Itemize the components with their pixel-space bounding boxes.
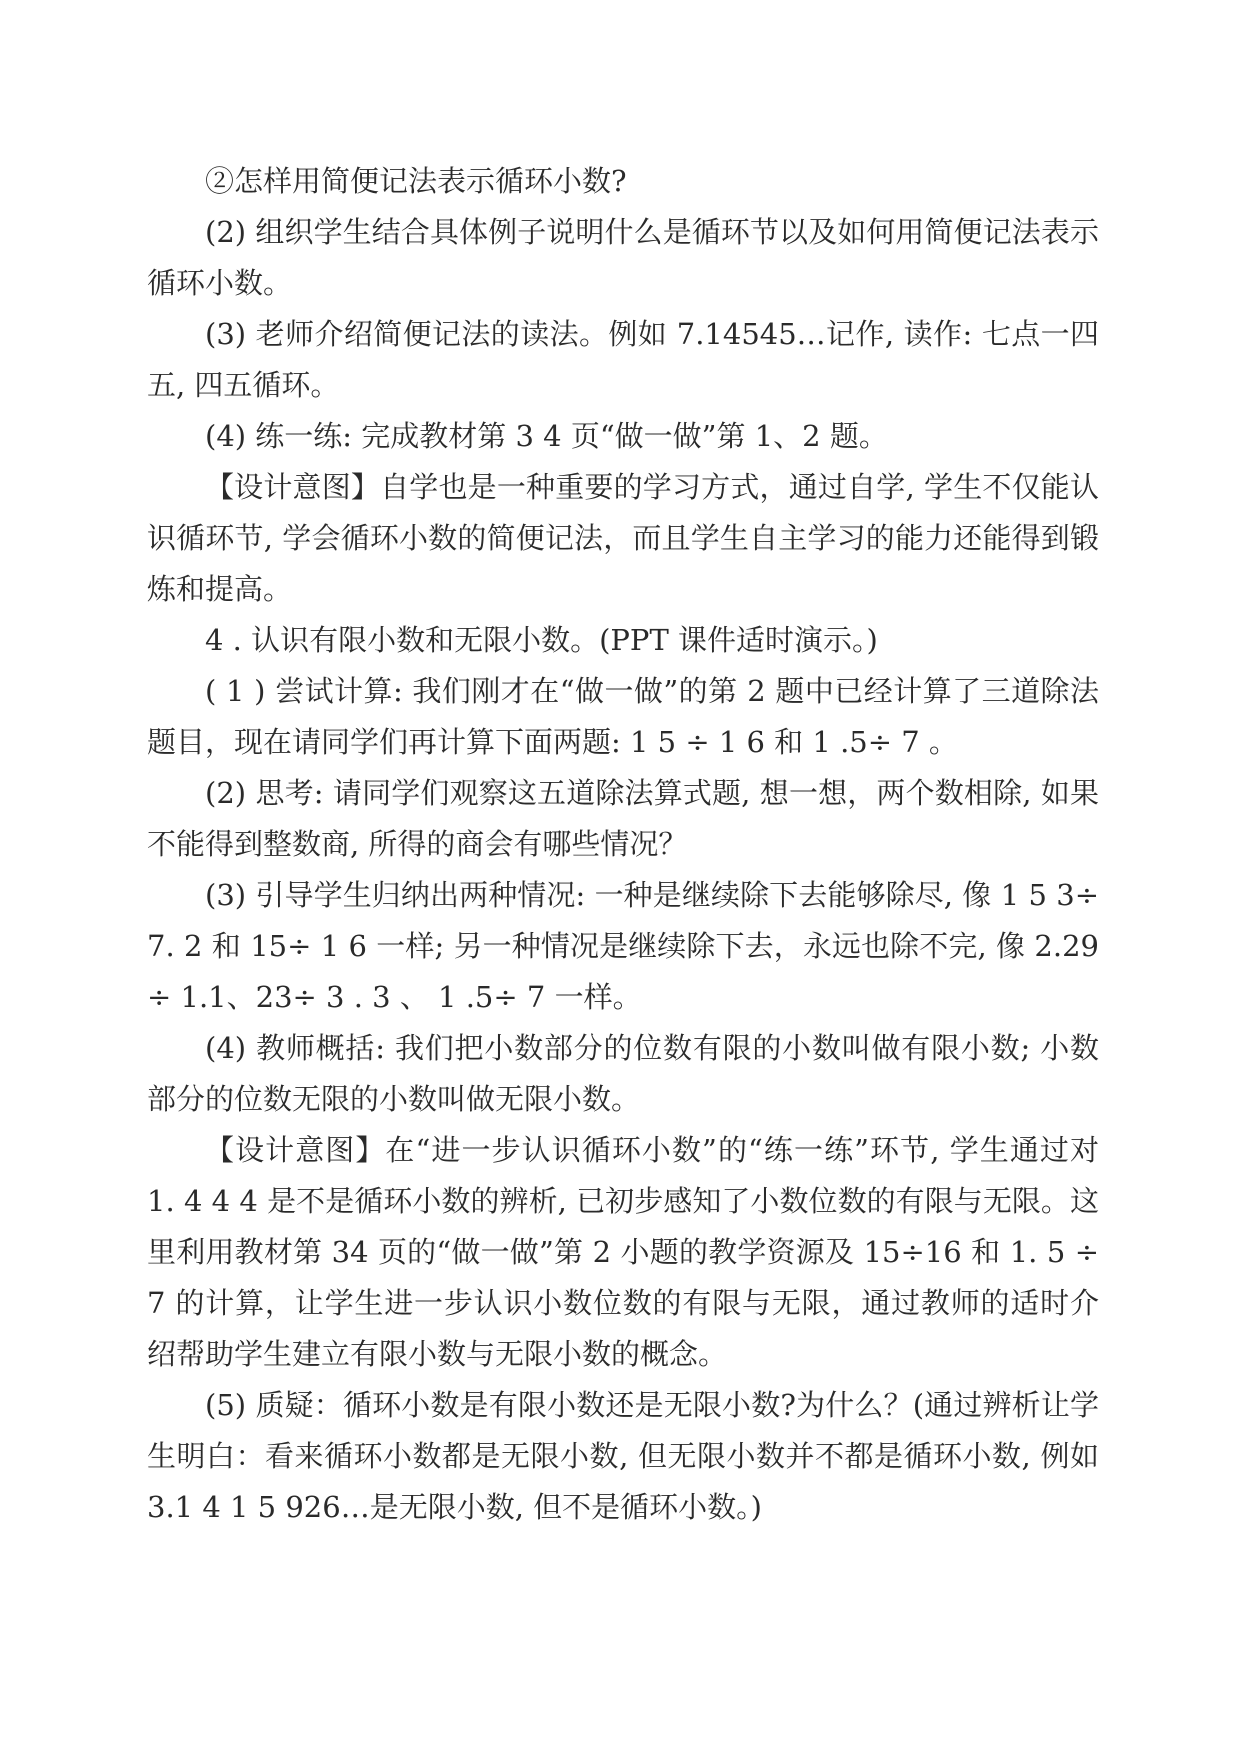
paragraph-section-4-heading: 4 . 认识有限小数和无限小数。(PPT 课件适时演示。): [205, 623, 878, 657]
paragraph-design-intent-2: 【设计意图】在“进一步认识循环小数”的“练一练”环节, 学生通过对 1. 4 4 4 是不是循环小数的辨析, 已初步感知了小数位数的有限与无限。这里利用教材第 34 页的“做一做”第 2 小题的教学资源及 15÷16 和 1. 5 ÷ 7 的计算，让学生进一步认识小数位数的有限与无限，通过教师的适时介绍帮助学生建立有限小数与无限小数的概念。: [147, 1133, 1099, 1371]
paragraph-design-intent-1: 【设计意图】自学也是一种重要的学习方式，通过自学, 学生不仅能认识循环节, 学会循环小数的简便记法，而且学生自主学习的能力还能得到锻炼和提高。: [147, 470, 1099, 606]
paragraph-step-2: (2) 组织学生结合具体例子说明什么是循环节以及如何用简便记法表示循环小数。: [147, 215, 1099, 300]
paragraph-question-notation: ②怎样用简便记法表示循环小数?: [205, 164, 627, 198]
paragraph-step-3: (3) 老师介绍简便记法的读法。例如 7.14545…记作, 读作: 七点一四五, 四五循环。: [147, 317, 1099, 402]
body-text: [147, 156, 1099, 1533]
paragraph-try-calculate: ( 1 ) 尝试计算: 我们刚才在“做一做”的第 2 题中已经计算了三道除法题目，现在请同学们再计算下面两题: 1 5 ÷ 1 6 和 1 .5÷ 7 。: [147, 674, 1099, 759]
paragraph-guide-summary: (3) 引导学生归纳出两种情况: 一种是继续除下去能够除尽, 像 1 5 3÷ 7. 2 和 15÷ 1 6 一样; 另一种情况是继续除下去，永远也除不完, 像 2.29÷ 1.1、23÷ 3 . 3 、 1 .5÷ 7 一样。: [147, 878, 1099, 1014]
paragraph-teacher-summary: (4) 教师概括: 我们把小数部分的位数有限的小数叫做有限小数; 小数部分的位数无限的小数叫做无限小数。: [147, 1031, 1099, 1116]
paragraph-question-5: (5) 质疑：循环小数是有限小数还是无限小数?为什么？(通过辨析让学生明白：看来循环小数都是无限小数, 但无限小数并不都是循环小数, 例如 3.1 4 1 5 926…是无限小数, 但不是循环小数。): [147, 1388, 1099, 1524]
paragraph-think: (2) 思考: 请同学们观察这五道除法算式题, 想一想，两个数相除, 如果不能得到整数商, 所得的商会有哪些情况？: [147, 776, 1099, 861]
paragraph-step-4: (4) 练一练: 完成教材第 3 4 页“做一做”第 1、2 题。: [205, 419, 888, 453]
